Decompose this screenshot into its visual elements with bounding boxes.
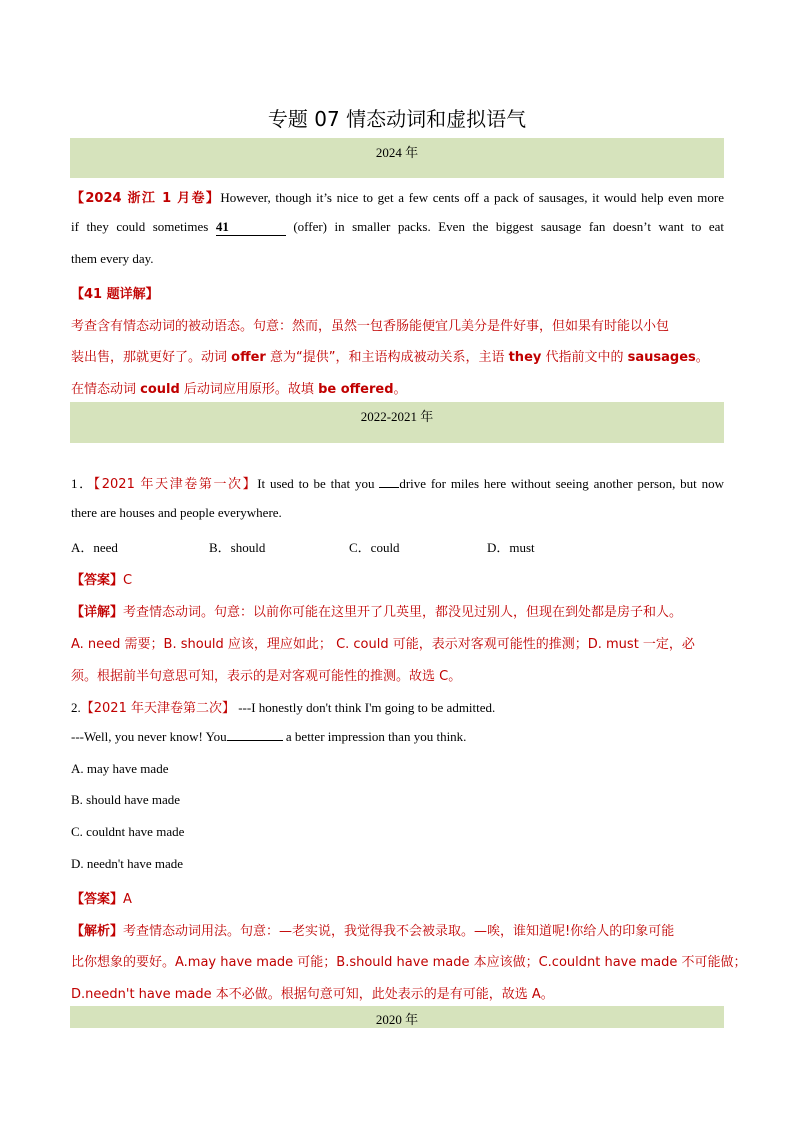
section-label: 2024 年 xyxy=(375,145,419,160)
q41-text-1: However, though it’s nice to get a few cents off a pack of sausages, it would help even more xyxy=(220,190,725,205)
q1-text-1b: drive for miles here without seeing another person, but now xyxy=(399,476,724,491)
q1-line-2: there are houses and people everywhere. xyxy=(71,505,282,520)
section-label: 2020 年 xyxy=(375,1012,419,1027)
q1-exp-text: 考查情态动词。句意：以前你可能在这里开了几英里，都没见过别人，但现在到处都是房子和人。 xyxy=(123,605,683,620)
q2-analysis-label: 【解析】 xyxy=(71,924,124,939)
exp-answer: be offered xyxy=(318,382,394,397)
q41-line-1 xyxy=(71,187,724,206)
q2-explanation-3: D.needn't have made 本不必做。根据句意可知，此处表示的是有可能，故选 A。 xyxy=(71,987,554,1002)
q1-explanation-1 xyxy=(71,601,724,620)
q1-detail-label: 【详解】 xyxy=(71,605,124,620)
q41-explanation-2 xyxy=(71,346,724,365)
q41-source: 【2024 浙江 1 月卷】 xyxy=(71,191,221,206)
q2-answer xyxy=(71,888,724,907)
q1-option-b: B．should xyxy=(209,540,266,555)
exp-text: 装出售，那就更好了。动词 xyxy=(71,350,232,365)
q2-number: 2. xyxy=(71,700,81,715)
q41-text-2a: if they could sometimes xyxy=(71,219,216,234)
exp-keyword: they xyxy=(508,350,542,365)
q1-answer-value: C xyxy=(123,573,133,588)
q1-line-1 xyxy=(71,473,724,492)
section-header-2024 xyxy=(70,138,724,178)
q2-answer-label: 【答案】 xyxy=(71,892,124,907)
section-header-2022-2021 xyxy=(70,402,724,443)
q2-option-c: C. couldnt have made xyxy=(71,824,185,839)
q1-text-1a: It used to be that you xyxy=(257,476,380,491)
q2-exp-text: 考查情态动词用法。句意：—老实说，我觉得我不会被录取。—唉，谁知道呢!你给人的印象可能 xyxy=(123,924,675,939)
q2-blank xyxy=(227,740,283,741)
q41-explanation-3 xyxy=(71,378,724,397)
q2-option-b: B. should have made xyxy=(71,792,181,807)
exp-keyword: could xyxy=(140,382,180,397)
q41-text-2b: (offer) in smaller packs. Even the biggest sausage fan doesn’t want to eat xyxy=(285,219,724,234)
exp-text: 意为“提供”，和主语构成被动关系，主语 xyxy=(265,350,509,365)
q2-source: 【2021 年天津卷第二次】 xyxy=(80,701,235,716)
page-title: 专题 07 情态动词和虚拟语气 xyxy=(267,107,527,131)
section-label: 2022-2021 年 xyxy=(360,409,434,424)
q1-answer xyxy=(71,569,724,588)
q1-number: 1． xyxy=(71,476,94,491)
q2-text-1: ---I honestly don't think I'm going to be admitted. xyxy=(234,700,496,715)
q2-text-2a: ---Well, you never know! You xyxy=(71,729,227,744)
exp-text: 。 xyxy=(393,382,407,397)
exp-keyword: sausages xyxy=(627,350,696,365)
q41-line-3: them every day. xyxy=(71,251,154,266)
q2-line-1 xyxy=(71,697,724,716)
q1-option-a: A．need xyxy=(71,540,118,555)
q1-explanation-2: A. need 需要；B. should 应该，理应如此； C. could 可能，表示对客观可能性的推测；D. must 一定，必 xyxy=(71,637,695,652)
exp-text: 。 xyxy=(695,350,709,365)
q2-option-d: D. needn't have made xyxy=(71,856,184,871)
q1-options xyxy=(71,537,724,556)
exp-keyword: offer xyxy=(231,350,266,365)
q41-line-2 xyxy=(71,219,724,236)
q1-option-c: C．could xyxy=(349,540,400,555)
q1-answer-label: 【答案】 xyxy=(71,573,124,588)
q2-text-2b: a better impression than you think. xyxy=(282,729,467,744)
q2-option-a: A. may have made xyxy=(71,761,169,776)
exp-text: 代指前文中的 xyxy=(541,350,628,365)
q2-answer-value: A xyxy=(123,892,132,907)
q2-line-2 xyxy=(71,729,724,745)
q1-explanation-3: 须。根据前半句意思可知，表示的是对客观可能性的推测。故选 C。 xyxy=(71,669,462,684)
q1-option-d: D．must xyxy=(487,540,535,555)
q1-blank xyxy=(379,487,399,488)
q2-explanation-2: 比你想象的要好。A.may have made 可能；B.should have made 本应该做；C.couldnt have made 不可能做； xyxy=(71,955,747,970)
q41-explanation-1: 考查含有情态动词的被动语态。句意：然而，虽然一包香肠能便宜几美分是件好事，但如果有时能以小包 xyxy=(71,319,670,334)
exp-text: 后动词应用原形。故填 xyxy=(179,382,319,397)
q41-detail-label: 【41 题详解】 xyxy=(71,287,159,302)
q1-source: 【2021 年天津卷第一次】 xyxy=(93,477,258,492)
q2-explanation-1 xyxy=(71,920,724,939)
q41-blank: 41 xyxy=(216,219,286,236)
section-header-2020 xyxy=(70,1006,724,1028)
exp-text: 在情态动词 xyxy=(71,382,141,397)
